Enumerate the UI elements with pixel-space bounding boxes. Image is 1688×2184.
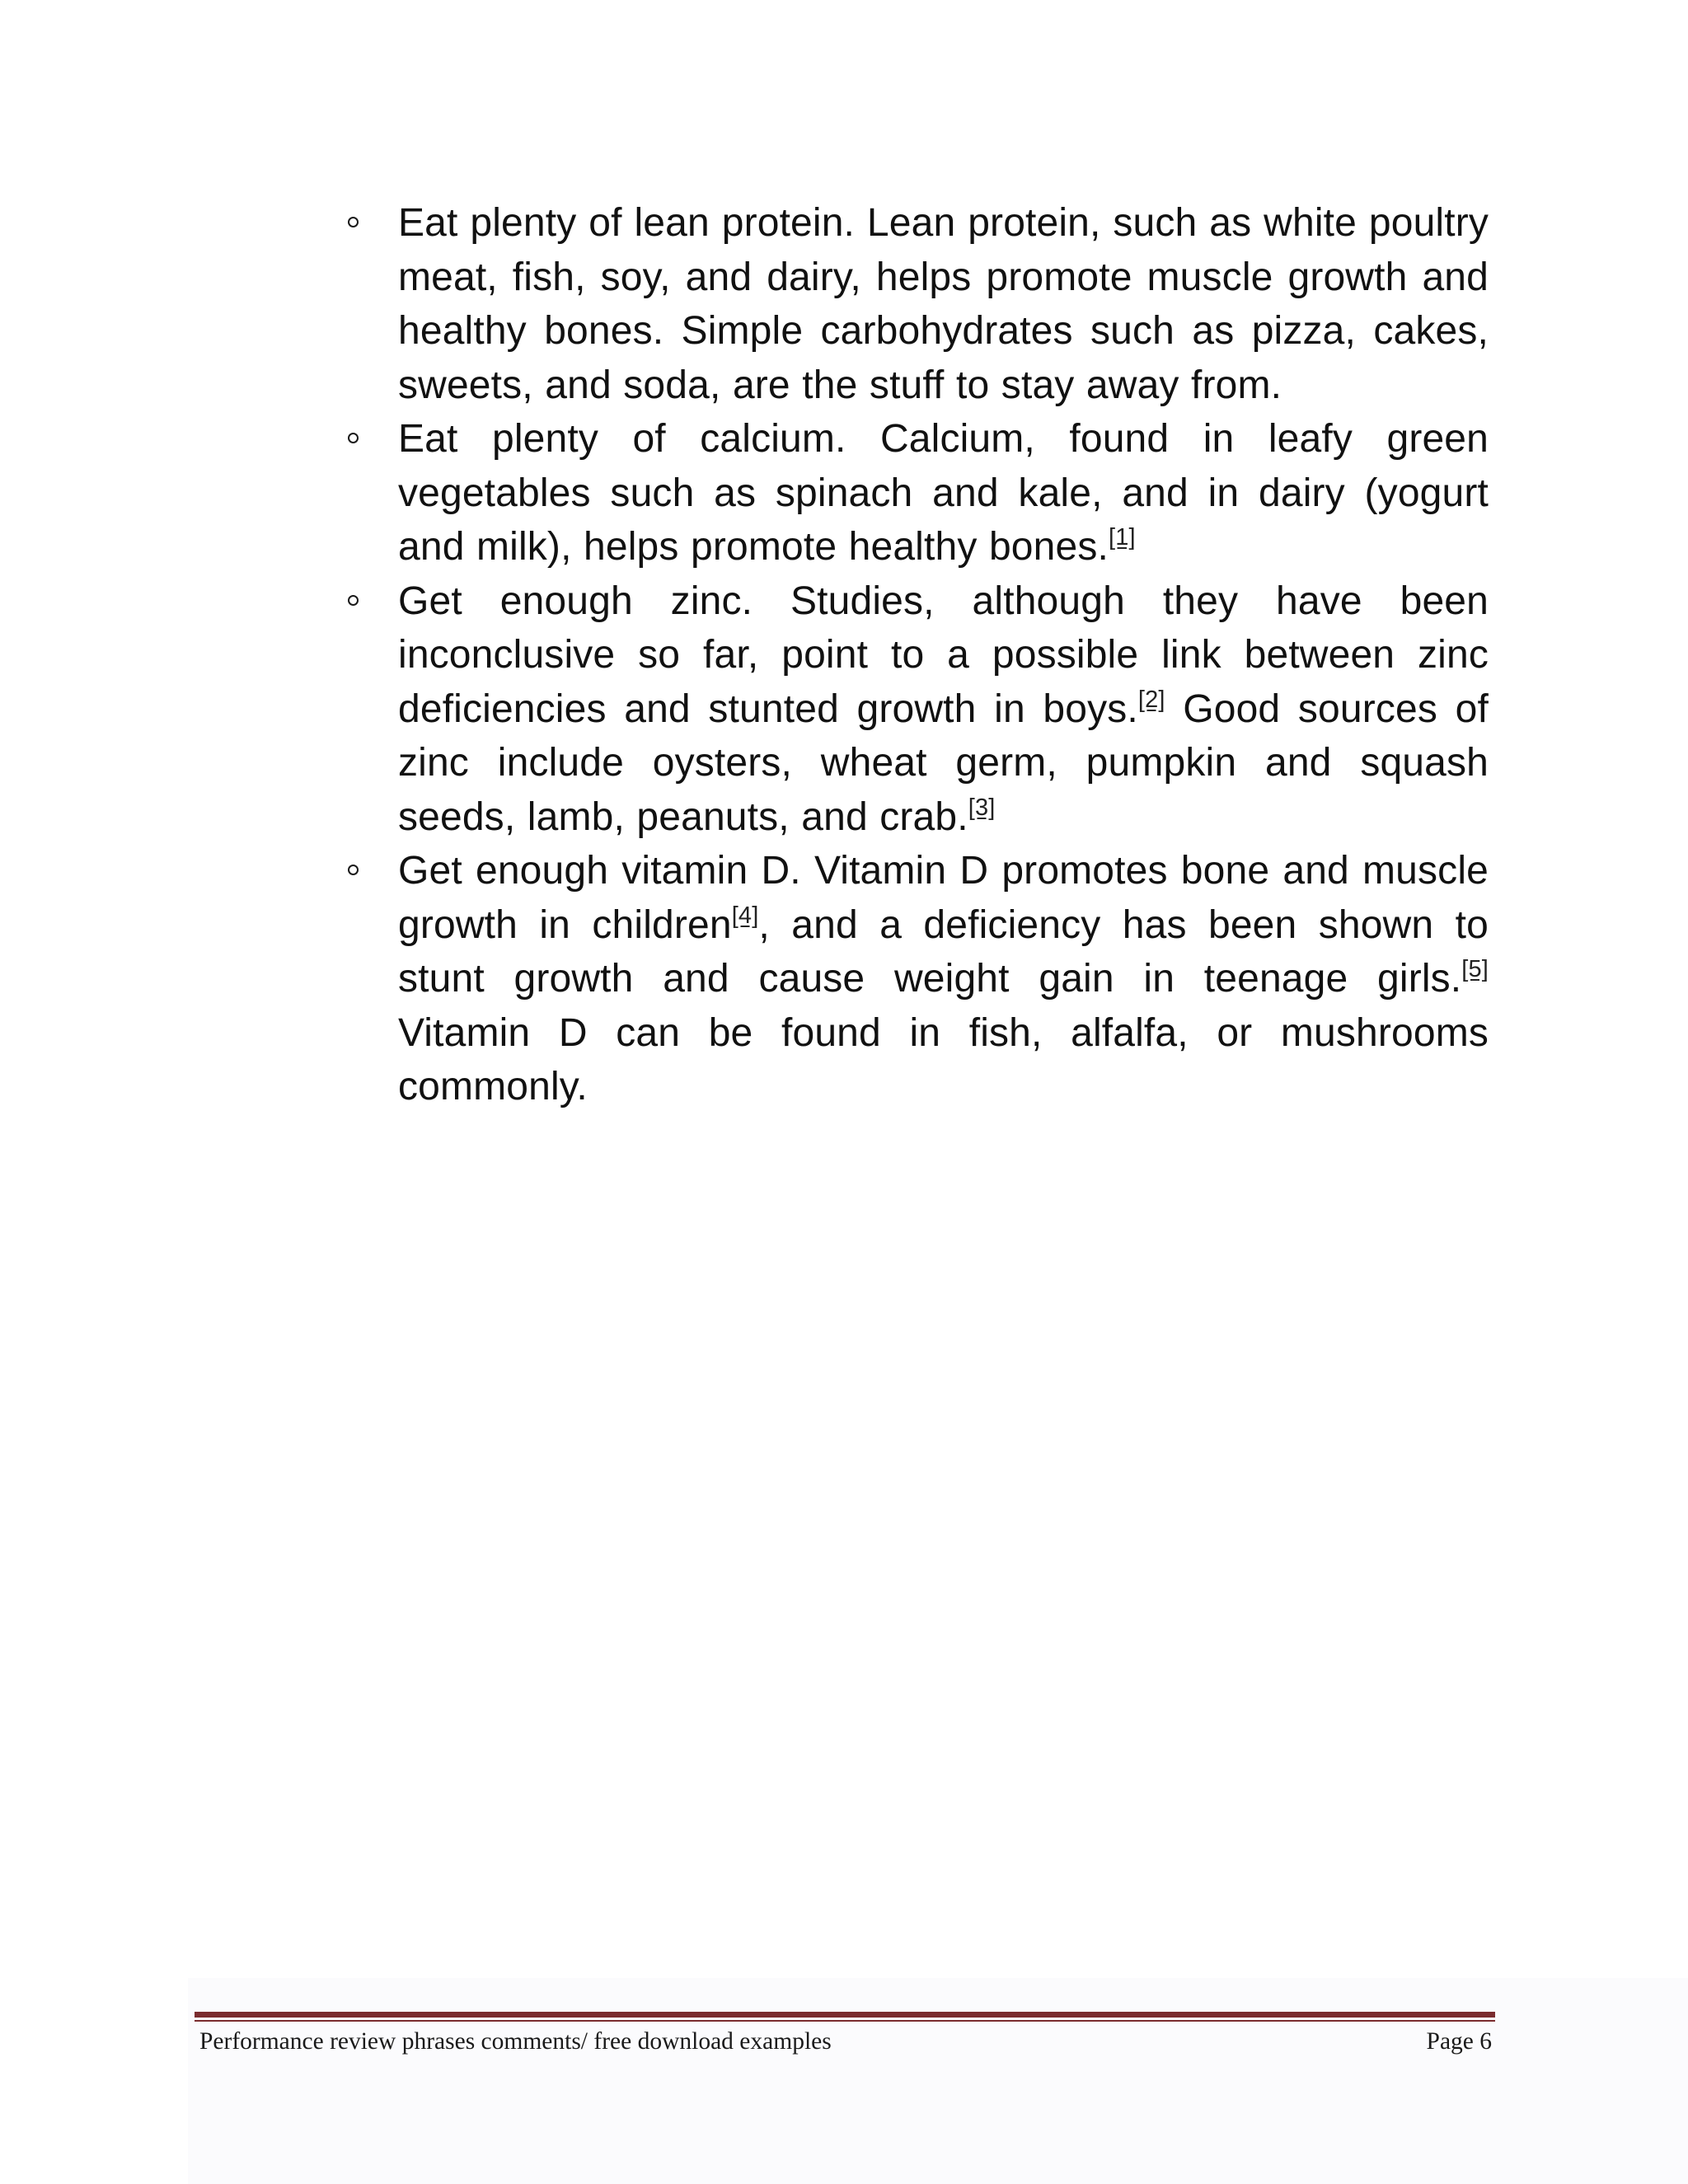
bullet-list <box>334 196 1489 1114</box>
list-item <box>334 196 1489 412</box>
footer-rule <box>195 2012 1495 2018</box>
list-item <box>334 844 1489 1114</box>
reference-link[interactable]: [4] <box>731 902 759 929</box>
reference-link[interactable]: [1] <box>1108 524 1136 551</box>
bullet-text <box>398 574 1489 845</box>
hollow-circle-bullet-icon <box>348 433 359 443</box>
bullet-text-segment: Get enough vitamin D. Vitamin D promotes bone and muscle growth in children <box>398 849 1489 947</box>
bullet-text <box>398 196 1489 412</box>
bullet-text <box>398 844 1489 1114</box>
bullet-text-segment: Good sources of zinc include oysters, wheat germ, pumpkin and squash seeds, lamb, peanuts, and crab. <box>398 687 1489 839</box>
bullet-text-segment: Eat plenty of calcium. Calcium, found in leafy green vegetables such as spinach and kale, and in dairy (yogurt and milk), helps promote healthy bones. <box>398 417 1489 569</box>
hollow-circle-bullet-icon <box>348 217 359 227</box>
footer-text: Performance review phrases comments/ free download examples <box>199 2028 832 2055</box>
hollow-circle-bullet-icon <box>348 595 359 606</box>
list-item <box>334 412 1489 574</box>
bullet-text-segment: Vitamin D can be found in fish, alfalfa, or mushrooms commonly. <box>398 1010 1489 1108</box>
bullet-text <box>398 412 1489 574</box>
footer-rule-thin <box>195 2020 1495 2022</box>
page-number: Page 6 <box>1426 2028 1492 2055</box>
bullet-text-segment: , and a deficiency has been shown to stunt growth and cause weight gain in teenage girls. <box>398 902 1489 1001</box>
bullet-text-segment: Eat plenty of lean protein. Lean protein, such as white poultry meat, fish, soy, and dairy, helps promote muscle growth and healthy bones. Simple carbohydrates such as pizza, cakes, sweets, and soda, are the stuff to stay away from. <box>398 201 1489 407</box>
reference-link[interactable]: [3] <box>968 794 996 821</box>
list-item <box>334 574 1489 845</box>
reference-link[interactable]: [2] <box>1137 686 1165 713</box>
bullet-text-segment: Get enough zinc. Studies, although they have been inconclusive so far, point to a possible link between zinc deficiencies and stunted growth in boys. <box>398 579 1489 731</box>
hollow-circle-bullet-icon <box>348 865 359 875</box>
page-bottom-shade <box>188 1978 1688 2184</box>
reference-link[interactable]: [5] <box>1461 956 1489 982</box>
